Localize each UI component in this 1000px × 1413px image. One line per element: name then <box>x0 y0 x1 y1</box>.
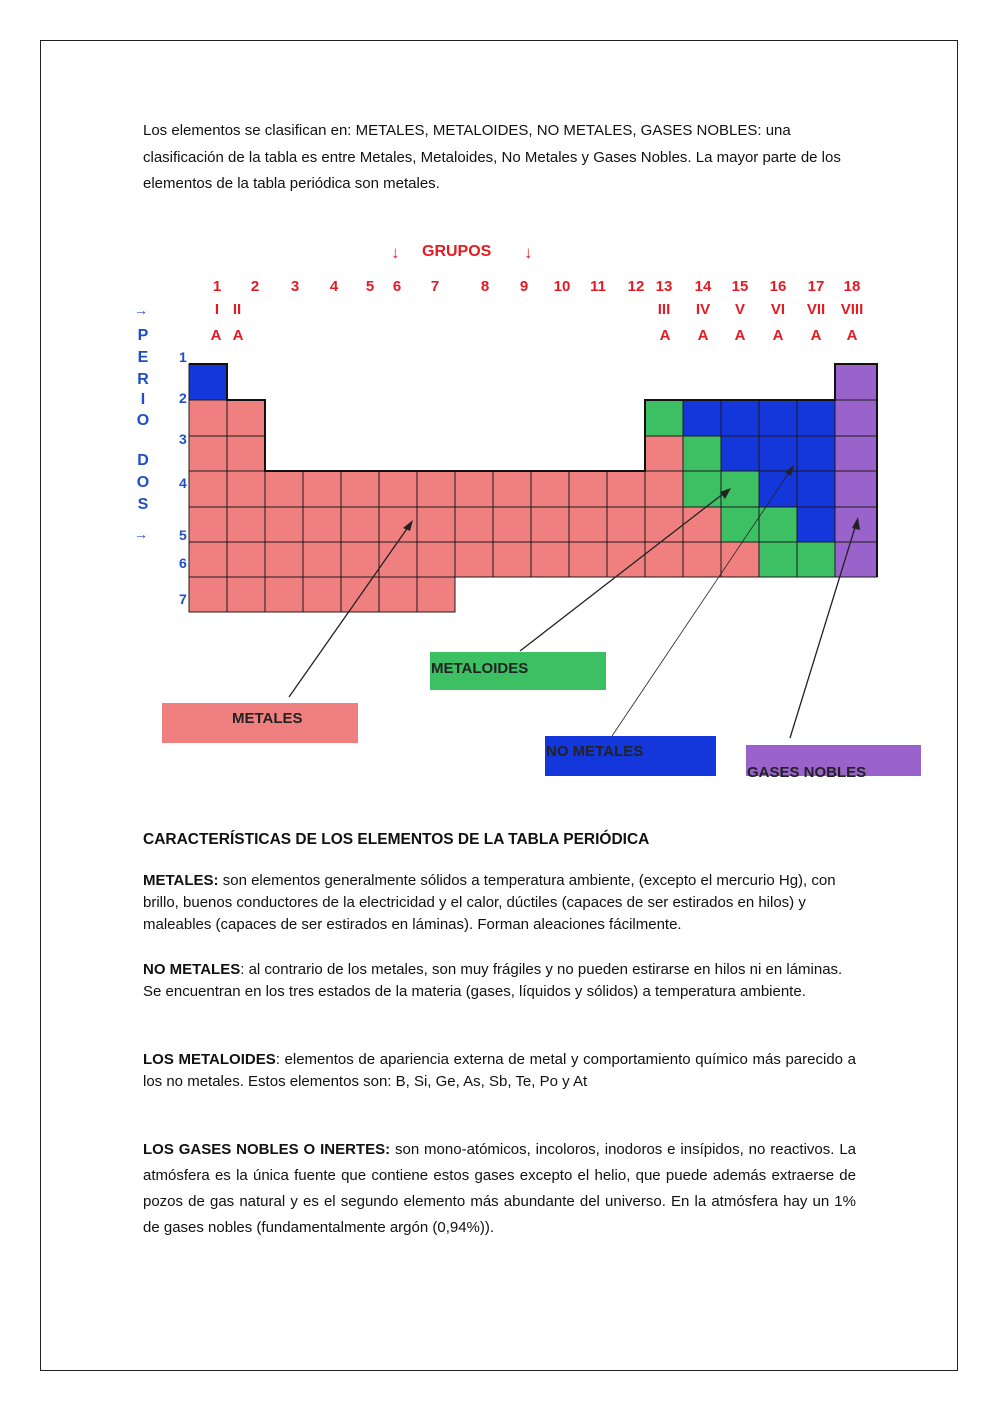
element-cell-metaloide <box>721 507 759 542</box>
roman-numeral: VIII <box>840 301 864 318</box>
element-cell-metal <box>721 542 759 577</box>
group-number: 8 <box>480 278 490 295</box>
element-cell-no-metal <box>721 436 759 471</box>
element-cell-metal <box>531 507 569 542</box>
element-cell-metal <box>227 507 265 542</box>
group-letter: A <box>846 327 858 344</box>
element-cell-metaloide <box>645 400 683 436</box>
group-letter: A <box>810 327 822 344</box>
roman-numeral: II <box>232 301 242 318</box>
section-heading: CARACTERÍSTICAS DE LOS ELEMENTOS DE LA TABLA PERIÓDICA <box>143 831 650 848</box>
element-cell-metal <box>227 400 265 436</box>
element-cell-metal <box>189 436 227 471</box>
element-cell-gas-noble <box>835 400 877 436</box>
group-number: 15 <box>731 278 749 295</box>
period-number: 4 <box>179 475 187 491</box>
metales-term: METALES: <box>143 872 219 889</box>
metaloides-legend-label: METALOIDES <box>431 660 529 677</box>
periodos-arrow-bottom: → <box>134 526 148 542</box>
gases-nobles-text: son mono-atómicos, incoloros, inodoros e insípidos, no reactivos. La atmósfera es la única fuente que contiene estos gases excepto el helio, que puede además extraerse de pozos de gas natural y es el segundo elemento más abundante del universo. En la atmósfera hay un 1% de gases nobles (fundamentalmente argón (0,94%)). <box>143 1141 856 1236</box>
element-cell-metal <box>265 471 303 507</box>
metales-paragraph <box>143 870 856 936</box>
element-cell-gas-noble <box>835 471 877 507</box>
element-cell-metal <box>569 507 607 542</box>
group-letter: A <box>772 327 784 344</box>
group-number: 11 <box>590 278 606 295</box>
element-cell-no-metal <box>759 400 797 436</box>
element-cell-metal <box>683 542 721 577</box>
period-number: 7 <box>179 591 187 607</box>
element-cell-metal <box>531 542 569 577</box>
element-cell-metal <box>531 471 569 507</box>
element-cell-metal <box>189 471 227 507</box>
group-number: 16 <box>769 278 787 295</box>
metaloides-paragraph <box>143 1049 856 1093</box>
period-number: 3 <box>179 431 187 447</box>
element-cell-metal <box>455 542 493 577</box>
group-number: 18 <box>843 278 861 295</box>
element-cell-metal <box>265 542 303 577</box>
roman-group-labels <box>211 301 864 344</box>
periodic-table-diagram <box>0 230 1000 800</box>
element-cell-metal <box>455 507 493 542</box>
element-cell-metal <box>265 507 303 542</box>
element-cell-metal <box>417 471 455 507</box>
element-cell-metaloide <box>683 436 721 471</box>
element-cell-metal <box>303 471 341 507</box>
group-letter: A <box>210 327 222 344</box>
element-cell-metal <box>341 542 379 577</box>
period-number: 1 <box>179 349 187 365</box>
group-letter: A <box>659 327 671 344</box>
element-cell-metal <box>227 577 265 612</box>
metaloides-text: : elementos de apariencia externa de metal y comportamiento químico más parecido a los no metales. Estos elementos son: B, Si, Ge, As, Sb, Te, Po y At <box>143 1051 856 1090</box>
grupos-arrow-right: ↓ <box>524 243 533 262</box>
roman-numeral: IV <box>695 301 711 318</box>
element-cell-metal <box>645 471 683 507</box>
element-cell-metaloide <box>759 507 797 542</box>
group-number: 2 <box>250 278 260 295</box>
element-cell-metal <box>303 577 341 612</box>
group-letter: A <box>232 327 244 344</box>
metales-legend-label: METALES <box>232 710 303 727</box>
element-cell-metal <box>455 471 493 507</box>
periodos-letter: I <box>140 391 146 408</box>
metaloides-term: LOS METALOIDES <box>143 1051 276 1068</box>
group-number: 17 <box>807 278 825 295</box>
periodos-letter: E <box>137 349 149 366</box>
group-number: 13 <box>655 278 673 295</box>
group-number: 3 <box>290 278 300 295</box>
element-cell-no-metal <box>797 507 835 542</box>
group-number: 9 <box>519 278 529 295</box>
element-cell-metal <box>189 400 227 436</box>
group-number: 7 <box>430 278 440 295</box>
element-cell-no-metal <box>797 400 835 436</box>
element-cell-metal <box>493 471 531 507</box>
gases-nobles-term: LOS GASES NOBLES O INERTES: <box>143 1141 391 1158</box>
grupos-label: GRUPOS <box>422 243 492 260</box>
element-cell-gas-noble <box>835 364 877 400</box>
element-cell-metal <box>341 577 379 612</box>
element-cell-metal <box>607 507 645 542</box>
periodic-table-grid <box>189 364 877 612</box>
periodos-arrow-top: → <box>134 302 148 318</box>
gases-nobles-legend-label: GASES NOBLES <box>747 764 867 781</box>
periodos-label <box>134 302 149 542</box>
group-numbers <box>213 278 861 295</box>
element-cell-no-metal <box>797 436 835 471</box>
element-cell-metal <box>341 507 379 542</box>
element-cell-no-metal <box>721 400 759 436</box>
element-cell-metaloide <box>721 471 759 507</box>
period-numbers <box>179 349 187 607</box>
group-number: 14 <box>694 278 712 295</box>
element-cell-metaloide <box>759 542 797 577</box>
element-cell-metal <box>303 507 341 542</box>
periodos-letter: S <box>137 496 149 513</box>
element-cell-metal <box>493 507 531 542</box>
element-cell-metal <box>493 542 531 577</box>
roman-numeral: III <box>657 301 671 318</box>
gases-nobles-paragraph <box>143 1137 856 1241</box>
group-number: 1 <box>212 278 222 295</box>
element-cell-metal <box>569 471 607 507</box>
element-cell-metal <box>645 507 683 542</box>
element-cell-metal <box>379 577 417 612</box>
element-cell-metal <box>607 471 645 507</box>
group-number: 6 <box>392 278 402 295</box>
element-cell-metal <box>189 542 227 577</box>
period-number: 2 <box>179 390 187 406</box>
element-cell-metal <box>645 542 683 577</box>
element-cell-metal <box>227 542 265 577</box>
element-cell-metal <box>189 577 227 612</box>
roman-numeral: VI <box>770 301 786 318</box>
periodos-letter: O <box>136 412 150 429</box>
element-cell-metaloide <box>797 542 835 577</box>
element-cell-metal <box>303 542 341 577</box>
element-cell-metal <box>645 436 683 471</box>
element-cell-gas-noble <box>835 436 877 471</box>
group-number: 5 <box>365 278 375 295</box>
element-cell-metaloide <box>683 471 721 507</box>
roman-numeral: I <box>214 301 220 318</box>
metales-text: son elementos generalmente sólidos a temperatura ambiente, (excepto el mercurio Hg), con brillo, buenos conductores de la electricidad y el calor, dúctiles (capaces de ser estirados en hilos) y maleables (capaces de ser estirados en láminas). Forman aleaciones fácilmente. <box>143 872 836 933</box>
roman-numeral: V <box>734 301 746 318</box>
element-cell-metal <box>189 507 227 542</box>
element-cell-metal <box>341 471 379 507</box>
period-number: 5 <box>179 527 187 543</box>
group-letter: A <box>697 327 709 344</box>
element-cell-metal <box>607 542 645 577</box>
element-cell-no-metal <box>797 471 835 507</box>
element-cell-no-metal <box>759 436 797 471</box>
group-number: 10 <box>553 278 571 295</box>
periodos-letter: D <box>137 452 149 469</box>
element-cell-metal <box>379 471 417 507</box>
element-cell-metal <box>417 577 455 612</box>
element-cell-metal <box>569 542 607 577</box>
element-cell-metal <box>227 471 265 507</box>
group-number: 12 <box>627 278 645 295</box>
no-metales-term: NO METALES <box>143 961 241 978</box>
roman-numeral: VII <box>806 301 826 318</box>
no-metales-text: : al contrario de los metales, son muy frágiles y no pueden estirarse en hilos ni en láminas. Se encuentran en los tres estados de la materia (gases, líquidos y sólidos) a temperatura ambiente. <box>143 961 843 1000</box>
group-number: 4 <box>329 278 339 295</box>
element-cell-metal <box>227 436 265 471</box>
intro-paragraph: Los elementos se clasifican en: METALES, METALOIDES, NO METALES, GASES NOBLES: una clasificación de la tabla es entre Metales, Metaloides, No Metales y Gases Nobles. La mayor parte de los elementos de la tabla periódica son metales. <box>143 122 841 192</box>
periodos-letter: P <box>137 327 149 344</box>
element-cell-metal <box>265 577 303 612</box>
period-number: 6 <box>179 555 187 571</box>
element-cell-no-metal <box>189 364 227 400</box>
element-cell-metal <box>417 507 455 542</box>
no-metales-legend-label: NO METALES <box>546 743 644 760</box>
element-cell-metal <box>417 542 455 577</box>
element-cell-metal <box>683 507 721 542</box>
no-metales-paragraph <box>143 959 856 1003</box>
element-cell-no-metal <box>683 400 721 436</box>
periodos-letter: O <box>136 474 150 491</box>
periodos-letter: R <box>137 371 149 388</box>
grupos-arrow-left: ↓ <box>391 243 400 262</box>
group-letter: A <box>734 327 746 344</box>
